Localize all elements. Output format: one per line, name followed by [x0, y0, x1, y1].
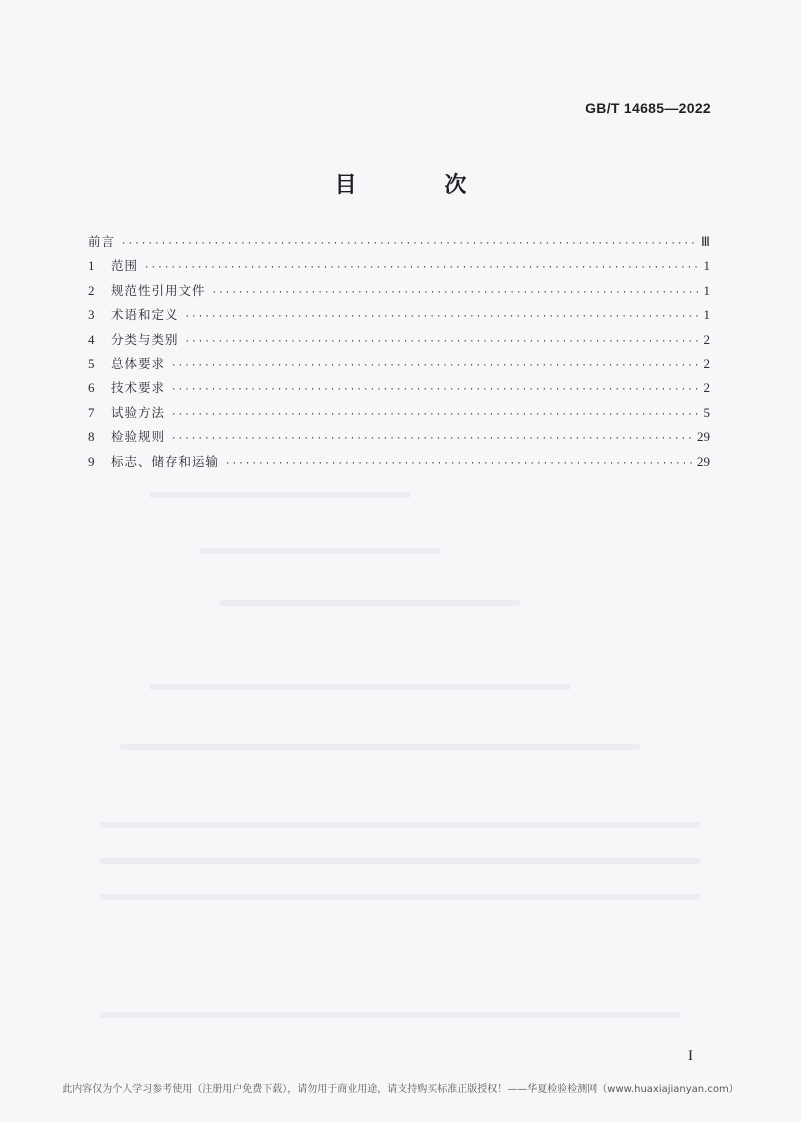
show-through-smudge [100, 894, 700, 900]
toc-leader-dots [171, 361, 698, 371]
show-through-smudge [120, 744, 640, 750]
toc-leader-dots [144, 263, 698, 273]
toc-entry-label: 前言 [88, 234, 116, 249]
toc-entry-page: 1 [703, 307, 710, 323]
toc-entry-page: 2 [703, 331, 710, 347]
toc-entry-page: 2 [703, 380, 710, 396]
show-through-smudge [200, 548, 440, 554]
toc-entry[interactable] [88, 452, 710, 476]
toc-leader-dots [171, 385, 698, 395]
toc-entry-number: 2 [88, 282, 95, 298]
toc-entry-number: 8 [88, 429, 95, 445]
toc-entry-label: 标志、储存和运输 [111, 453, 220, 469]
toc-entry-label: 试验方法 [111, 404, 166, 420]
show-through-smudge [220, 600, 520, 606]
toc-entry-page: Ⅲ [701, 234, 710, 249]
toc-entry-label: 规范性引用文件 [111, 282, 206, 298]
toc-leader-dots [121, 239, 697, 249]
toc-entry[interactable] [88, 403, 710, 427]
toc-entry-number: 5 [88, 355, 95, 371]
toc-entry-page: 2 [703, 355, 710, 371]
document-code: GB/T 14685—2022 [585, 100, 711, 116]
toc-entry[interactable] [88, 305, 710, 329]
toc-leader-dots [171, 434, 693, 444]
toc-entry-number: 6 [88, 380, 95, 396]
toc-entry[interactable] [88, 256, 710, 280]
toc-entry-label: 范围 [111, 258, 139, 274]
toc-leader-dots [185, 312, 698, 322]
toc-entry-page: 1 [703, 282, 710, 298]
toc-entry-label: 检验规则 [111, 429, 166, 445]
toc-leader-dots [185, 337, 698, 347]
toc-entry-page: 5 [703, 404, 710, 420]
show-through-smudge [150, 684, 570, 690]
show-through-smudge [150, 492, 410, 498]
toc-entry-number: 4 [88, 331, 95, 347]
toc-leader-dots [225, 459, 693, 469]
toc-entry-label: 技术要求 [111, 380, 166, 396]
toc-entry-label: 术语和定义 [111, 307, 179, 323]
show-through-smudge [100, 858, 700, 864]
toc-entry-number: 7 [88, 404, 95, 420]
toc-entry[interactable] [88, 354, 710, 378]
toc-entry-label: 总体要求 [111, 355, 166, 371]
toc-entry-page: 29 [697, 429, 710, 445]
toc-leader-dots [212, 288, 698, 298]
show-through-smudge [100, 822, 700, 828]
copyright-notice: 此内容仅为个人学习参考使用（注册用户免费下载），请勿用于商业用途，请支持购买标准正版授权！——华夏检验检测网（www.huaxiajianyan.com） [62, 1084, 739, 1095]
toc-entry-preface[interactable] [88, 232, 710, 256]
table-of-contents [88, 232, 710, 476]
toc-leader-dots [171, 410, 698, 420]
toc-entry-page: 29 [697, 453, 710, 469]
page-title: 目 次 [334, 173, 507, 198]
toc-entry-label: 分类与类别 [111, 331, 179, 347]
toc-entry-page: 1 [703, 258, 710, 274]
toc-entry-number: 9 [88, 453, 95, 469]
toc-entry-number: 3 [88, 307, 95, 323]
page-number: I [688, 1048, 693, 1064]
toc-entry[interactable] [88, 378, 710, 402]
toc-entry-number: 1 [88, 258, 95, 274]
toc-entry[interactable] [88, 427, 710, 451]
show-through-smudge [100, 1012, 680, 1018]
toc-entry[interactable] [88, 281, 710, 305]
toc-entry[interactable] [88, 330, 710, 354]
